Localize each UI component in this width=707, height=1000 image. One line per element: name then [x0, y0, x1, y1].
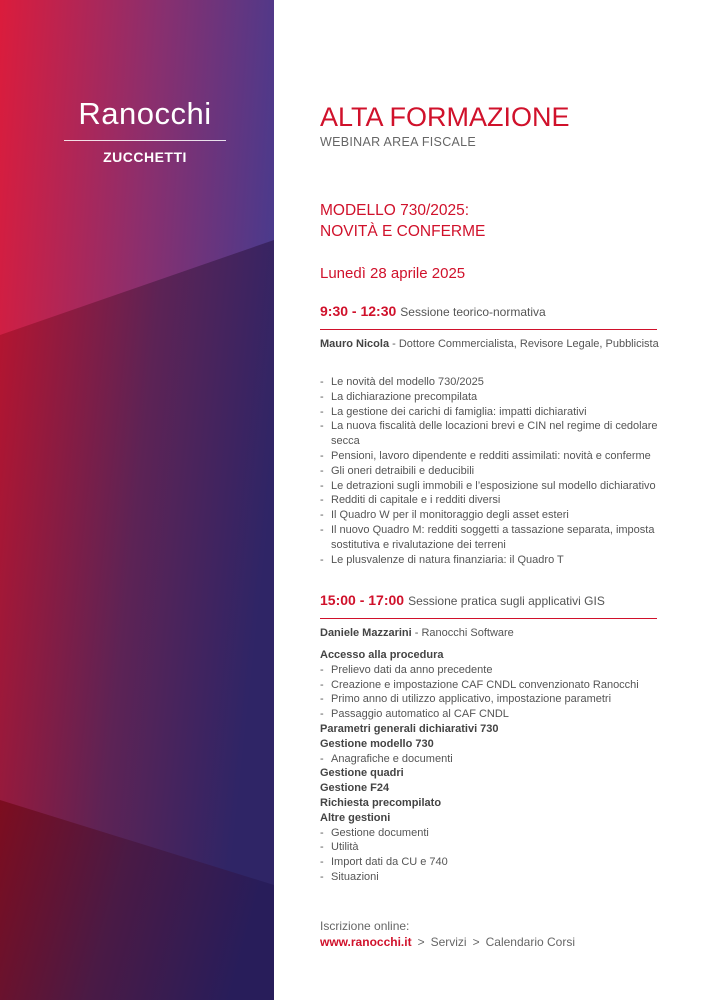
topic-item: - Import dati da CU e 740 [320, 855, 670, 870]
topic-heading: Gestione modello 730 [320, 737, 434, 750]
signup-label: Iscrizione online: [320, 919, 410, 933]
topic-item: - Redditi di capitale e i redditi diversi [320, 493, 670, 508]
session-1-header [320, 303, 657, 330]
topic-item: - La dichiarazione precompilata [320, 390, 670, 405]
topic-heading: Richiesta precompilato [320, 796, 442, 809]
topic-heading: Parametri generali dichiarativi 730 [320, 722, 499, 735]
topic-item: - La gestione dei carichi di famiglia: impatti dichiarativi [320, 405, 670, 420]
breadcrumb-servizi[interactable]: Servizi [430, 935, 467, 949]
topic-item: - Le detrazioni sugli immobili e l’esposizione sul modello dichiarativo [320, 479, 670, 494]
topic-item: - Creazione e impostazione CAF CNDL convenzionato Ranocchi [320, 678, 670, 693]
course-title-line1: MODELLO 730/2025: [320, 202, 470, 219]
session-1-speaker [320, 337, 660, 351]
topic-heading: Gestione F24 [320, 782, 390, 795]
breadcrumb-calendario-corsi[interactable]: Calendario Corsi [485, 935, 575, 949]
signup-links [320, 934, 575, 950]
topic-item: - Il nuovo Quadro M: redditi soggetti a tassazione separata, imposta sostitutiva e rivalutazione dei terreni [320, 523, 670, 553]
session-2-header [320, 592, 657, 619]
session-1-description: Sessione teorico-normativa [400, 305, 546, 319]
breadcrumb-separator: > [417, 935, 425, 949]
brand-subname: ZUCCHETTI [103, 149, 187, 165]
topic-item: - Prelievo dati da anno precedente [320, 663, 670, 678]
topic-heading: Altre gestioni [320, 811, 391, 824]
website-link[interactable]: www.ranocchi.it [320, 935, 412, 949]
speaker-role: - Dottore Commercialista, Revisore Legale, Pubblicista [389, 338, 659, 350]
topic-item: - Passaggio automatico al CAF CNDL [320, 707, 670, 722]
course-date: Lunedì 28 aprile 2025 [320, 265, 466, 282]
session-2-speaker [320, 626, 660, 640]
sidebar-panel [0, 0, 274, 1000]
session-2-time: 15:00 - 17:00 [320, 592, 405, 608]
topic-item: - La nuova fiscalità delle locazioni brevi e CIN nel regime di cedolare secca [320, 419, 670, 449]
topic-item: - Le novità del modello 730/2025 [320, 375, 670, 390]
page-title: ALTA FORMAZIONE [320, 102, 570, 132]
topic-item: - Situazioni [320, 870, 670, 885]
topic-item: - Gestione documenti [320, 826, 670, 841]
topic-item: - Gli oneri detraibili e deducibili [320, 464, 670, 479]
breadcrumb-separator: > [472, 935, 480, 949]
topic-item: - Utilità [320, 840, 670, 855]
topic-heading: Accesso alla procedura [320, 649, 444, 661]
brand-logo [64, 96, 226, 165]
brand-name: Ranocchi [78, 96, 212, 131]
speaker-name: Mauro Nicola [320, 338, 390, 350]
session-2-description: Sessione pratica sugli applicativi GIS [408, 594, 605, 608]
session-1-topics [320, 375, 670, 567]
session-2-topics [320, 648, 670, 885]
course-title [320, 200, 485, 242]
topic-heading: Gestione quadri [320, 767, 404, 780]
topic-item: - Pensioni, lavoro dipendente e redditi assimilati: novità e conferme [320, 449, 670, 464]
topic-item: - Anagrafiche e documenti [320, 752, 670, 767]
speaker-role: - Ranocchi Software [411, 627, 514, 639]
topic-item: - Primo anno di utilizzo applicativo, impostazione parametri [320, 692, 670, 707]
session-1-time: 9:30 - 12:30 [320, 303, 397, 319]
speaker-name: Daniele Mazzarini [320, 627, 412, 639]
topic-item: - Il Quadro W per il monitoraggio degli asset esteri [320, 508, 670, 523]
logo-divider [64, 140, 226, 141]
topic-item: - Le plusvalenze di natura finanziaria: il Quadro T [320, 553, 670, 568]
course-title-line2: NOVITÀ E CONFERME [320, 223, 486, 240]
page-subtitle: WEBINAR AREA FISCALE [320, 135, 477, 149]
footer [320, 918, 575, 950]
